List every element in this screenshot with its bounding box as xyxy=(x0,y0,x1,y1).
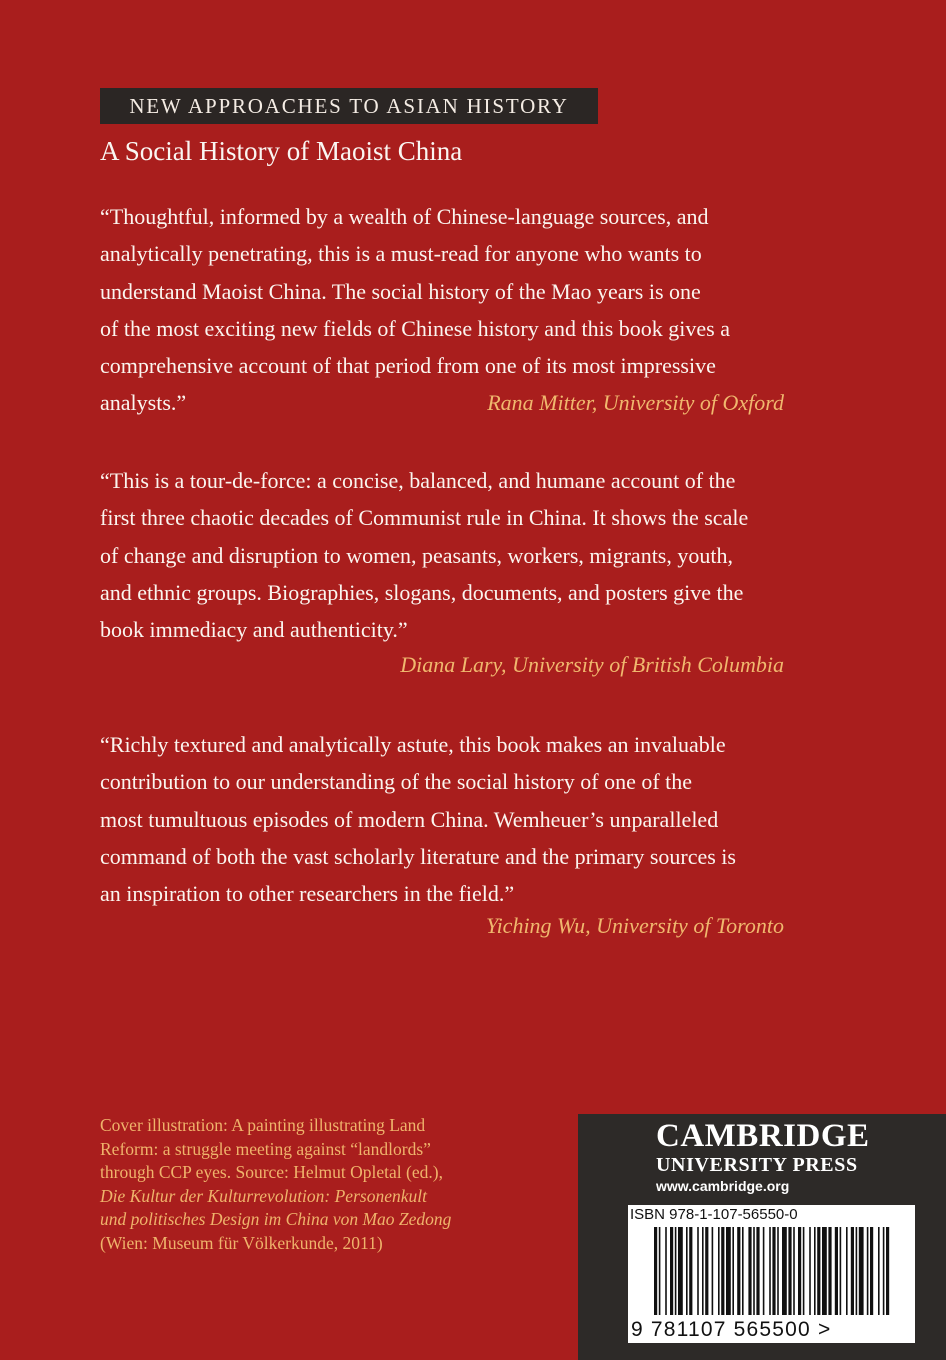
credit-line: through CCP eyes. Source: Helmut Opletal (ed.), xyxy=(100,1162,443,1183)
publisher-name: CAMBRIDGE xyxy=(656,1118,870,1154)
endorsement-quote-1 xyxy=(100,198,790,422)
barcode-digits: 9 781107 565500 > xyxy=(631,1318,832,1341)
quote-line: understand Maoist China. The social history of the Mao years is one xyxy=(100,278,701,304)
book-title: A Social History of Maoist China xyxy=(100,136,463,166)
series-banner xyxy=(100,88,598,124)
credit-line: Reform: a struggle meeting against “landlords” xyxy=(100,1138,431,1159)
credit-line: (Wien: Museum für Völkerkunde, 2011) xyxy=(100,1232,383,1253)
quote-line: an inspiration to other researchers in the field.” xyxy=(100,881,515,907)
quote-line: contribution to our understanding of the social history of one of the xyxy=(100,769,693,795)
quote-line: comprehensive account of that period from one of its most impressive xyxy=(100,353,716,379)
quote-line: book immediacy and authenticity.” xyxy=(100,617,408,643)
endorsement-quote-2 xyxy=(100,462,790,648)
quote-line: analysts.” xyxy=(100,390,187,416)
quote-line: “This is a tour-de-force: a concise, balanced, and humane account of the xyxy=(100,468,736,493)
credit-line-italic: Die Kultur der Kulturrevolution: Personenkult xyxy=(100,1185,427,1206)
barcode-panel xyxy=(628,1205,915,1343)
publisher-subtitle: UNIVERSITY PRESS xyxy=(656,1154,858,1176)
quote-line: analytically penetrating, this is a must-read for anyone who wants to xyxy=(100,241,702,267)
quote-line: most tumultuous episodes of modern China. Wemheuer’s unparalleled xyxy=(100,806,719,832)
quote-line: of change and disruption to women, peasants, workers, migrants, youth, xyxy=(100,542,733,568)
quote-line: and ethnic groups. Biographies, slogans, documents, and posters give the xyxy=(100,579,744,605)
endorsement-attribution-1: Rana Mitter, University of Oxford xyxy=(487,390,784,415)
isbn-label: ISBN 978-1-107-56550-0 xyxy=(630,1206,798,1223)
quote-line: of the most exciting new fields of Chinese history and this book gives a xyxy=(100,315,730,341)
quote-line: command of both the vast scholarly literature and the primary sources is xyxy=(100,843,736,869)
publisher-box xyxy=(578,1114,946,1360)
cover-credit xyxy=(100,1114,451,1256)
publisher-url: www.cambridge.org xyxy=(656,1178,790,1194)
quote-line: first three chaotic decades of Communist rule in China. It shows the scale xyxy=(100,505,749,531)
endorsement-attribution-3: Yiching Wu, University of Toronto xyxy=(485,913,784,938)
credit-line-italic: und politisches Design im China von Mao Zedong xyxy=(100,1209,452,1230)
quote-line: “Thoughtful, informed by a wealth of Chinese-language sources, and xyxy=(100,204,709,229)
credit-line: Cover illustration: A painting illustrating Land xyxy=(100,1115,426,1135)
endorsement-quote-3 xyxy=(100,726,790,912)
series-name: NEW APPROACHES TO ASIAN HISTORY xyxy=(129,94,569,118)
quote-line: “Richly textured and analytically astute, this book makes an invaluable xyxy=(100,732,726,757)
endorsement-attribution-2: Diana Lary, University of British Columbia xyxy=(400,652,784,677)
